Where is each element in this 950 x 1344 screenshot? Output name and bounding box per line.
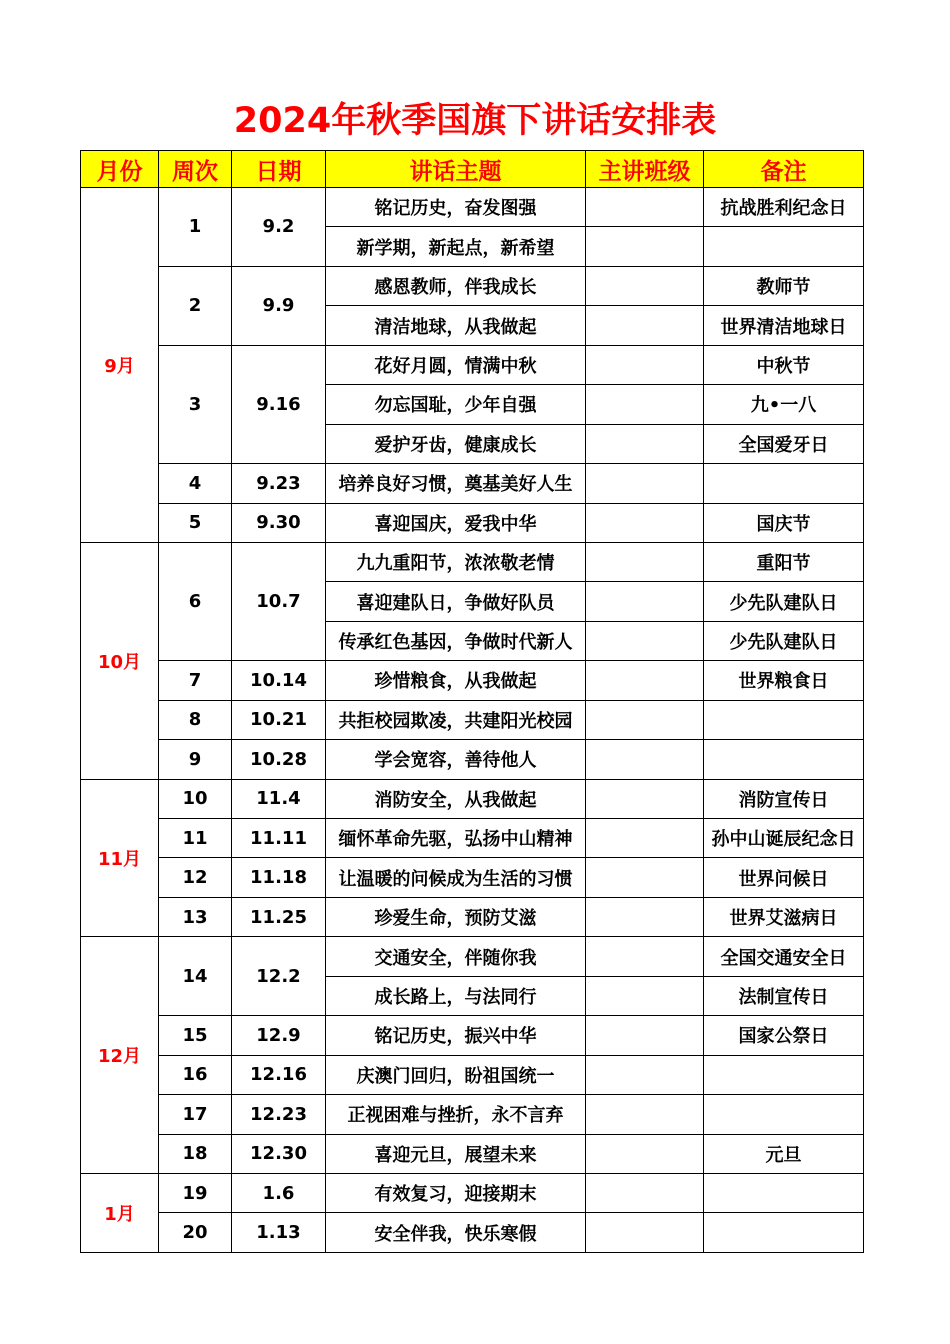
note-cell: 世界清洁地球日 — [704, 306, 864, 345]
week-cell: 16 — [159, 1055, 232, 1094]
topic-cell: 有效复习，迎接期末 — [326, 1173, 586, 1212]
topic-cell: 培养良好习惯，奠基美好人生 — [326, 464, 586, 503]
note-cell — [704, 1095, 864, 1134]
note-cell: 法制宣传日 — [704, 976, 864, 1015]
table-row — [81, 1095, 864, 1134]
class-cell — [586, 1213, 704, 1252]
class-cell — [586, 306, 704, 345]
date-cell: 11.11 — [232, 819, 326, 858]
week-cell: 2 — [159, 266, 232, 345]
header-week: 周次 — [159, 151, 232, 188]
note-cell — [704, 1173, 864, 1212]
week-cell: 20 — [159, 1213, 232, 1252]
class-cell — [586, 858, 704, 897]
date-cell: 11.4 — [232, 779, 326, 818]
date-cell: 12.23 — [232, 1095, 326, 1134]
note-cell — [704, 464, 864, 503]
note-cell: 抗战胜利纪念日 — [704, 188, 864, 227]
header-class: 主讲班级 — [586, 151, 704, 188]
topic-cell: 安全伴我，快乐寒假 — [326, 1213, 586, 1252]
note-cell: 全国交通安全日 — [704, 937, 864, 976]
table-row — [81, 1173, 864, 1212]
topic-cell: 传承红色基因，争做时代新人 — [326, 621, 586, 660]
note-cell — [704, 700, 864, 739]
note-cell: 世界艾滋病日 — [704, 897, 864, 936]
date-cell: 11.25 — [232, 897, 326, 936]
topic-cell: 庆澳门回归，盼祖国统一 — [326, 1055, 586, 1094]
topic-cell: 正视困难与挫折，永不言弃 — [326, 1095, 586, 1134]
table-row — [81, 779, 864, 818]
table-row — [81, 700, 864, 739]
note-cell: 九•一八 — [704, 385, 864, 424]
class-cell — [586, 385, 704, 424]
note-cell: 中秋节 — [704, 345, 864, 384]
class-cell — [586, 819, 704, 858]
class-cell — [586, 503, 704, 542]
month-cell: 9月 — [81, 188, 159, 543]
note-cell — [704, 1055, 864, 1094]
date-cell: 9.16 — [232, 345, 326, 463]
table-row — [81, 542, 864, 581]
note-cell — [704, 740, 864, 779]
class-cell — [586, 1095, 704, 1134]
header-row — [81, 151, 864, 188]
week-cell: 4 — [159, 464, 232, 503]
class-cell — [586, 1055, 704, 1094]
class-cell — [586, 345, 704, 384]
date-cell: 10.7 — [232, 542, 326, 660]
month-cell: 10月 — [81, 542, 159, 779]
class-cell — [586, 700, 704, 739]
week-cell: 7 — [159, 661, 232, 700]
note-cell: 消防宣传日 — [704, 779, 864, 818]
topic-cell: 清洁地球，从我做起 — [326, 306, 586, 345]
date-cell: 10.14 — [232, 661, 326, 700]
class-cell — [586, 661, 704, 700]
note-cell: 元旦 — [704, 1134, 864, 1173]
month-cell: 12月 — [81, 937, 159, 1174]
note-cell — [704, 227, 864, 266]
week-cell: 6 — [159, 542, 232, 660]
week-cell: 11 — [159, 819, 232, 858]
table-row — [81, 266, 864, 305]
note-cell — [704, 1213, 864, 1252]
topic-cell: 珍惜粮食，从我做起 — [326, 661, 586, 700]
table-row — [81, 661, 864, 700]
note-cell: 少先队建队日 — [704, 582, 864, 621]
topic-cell: 新学期，新起点，新希望 — [326, 227, 586, 266]
topic-cell: 交通安全，伴随你我 — [326, 937, 586, 976]
week-cell: 15 — [159, 1016, 232, 1055]
date-cell: 10.21 — [232, 700, 326, 739]
class-cell — [586, 976, 704, 1015]
header-topic: 讲话主题 — [326, 151, 586, 188]
class-cell — [586, 1173, 704, 1212]
date-cell: 9.2 — [232, 188, 326, 267]
week-cell: 19 — [159, 1173, 232, 1212]
header-date: 日期 — [232, 151, 326, 188]
topic-cell: 花好月圆，情满中秋 — [326, 345, 586, 384]
page-title: 2024年秋季国旗下讲话安排表 — [233, 101, 717, 141]
table-row — [81, 858, 864, 897]
table-row — [81, 503, 864, 542]
table-row — [81, 1016, 864, 1055]
header-note: 备注 — [704, 151, 864, 188]
week-cell: 10 — [159, 779, 232, 818]
table-row — [81, 819, 864, 858]
note-cell: 孙中山诞辰纪念日 — [704, 819, 864, 858]
topic-cell: 珍爱生命，预防艾滋 — [326, 897, 586, 936]
topic-cell: 喜迎国庆，爱我中华 — [326, 503, 586, 542]
date-cell: 11.18 — [232, 858, 326, 897]
class-cell — [586, 897, 704, 936]
table-row — [81, 1213, 864, 1252]
month-cell: 11月 — [81, 779, 159, 937]
header-month: 月份 — [81, 151, 159, 188]
topic-cell: 喜迎建队日，争做好队员 — [326, 582, 586, 621]
week-cell: 8 — [159, 700, 232, 739]
note-cell: 国庆节 — [704, 503, 864, 542]
note-cell: 世界粮食日 — [704, 661, 864, 700]
class-cell — [586, 740, 704, 779]
week-cell: 12 — [159, 858, 232, 897]
topic-cell: 成长路上，与法同行 — [326, 976, 586, 1015]
class-cell — [586, 621, 704, 660]
week-cell: 9 — [159, 740, 232, 779]
note-cell: 教师节 — [704, 266, 864, 305]
table-row — [81, 937, 864, 976]
class-cell — [586, 266, 704, 305]
topic-cell: 感恩教师，伴我成长 — [326, 266, 586, 305]
table-row — [81, 188, 864, 227]
topic-cell: 勿忘国耻，少年自强 — [326, 385, 586, 424]
week-cell: 1 — [159, 188, 232, 267]
topic-cell: 铭记历史，奋发图强 — [326, 188, 586, 227]
date-cell: 12.16 — [232, 1055, 326, 1094]
topic-cell: 消防安全，从我做起 — [326, 779, 586, 818]
note-cell: 少先队建队日 — [704, 621, 864, 660]
week-cell: 13 — [159, 897, 232, 936]
date-cell: 1.6 — [232, 1173, 326, 1212]
date-cell: 12.30 — [232, 1134, 326, 1173]
date-cell: 9.30 — [232, 503, 326, 542]
class-cell — [586, 227, 704, 266]
note-cell: 全国爱牙日 — [704, 424, 864, 463]
class-cell — [586, 188, 704, 227]
table-row — [81, 897, 864, 936]
class-cell — [586, 1134, 704, 1173]
date-cell: 10.28 — [232, 740, 326, 779]
class-cell — [586, 1016, 704, 1055]
class-cell — [586, 464, 704, 503]
class-cell — [586, 424, 704, 463]
topic-cell: 爱护牙齿，健康成长 — [326, 424, 586, 463]
table-row — [81, 1134, 864, 1173]
topic-cell: 学会宽容，善待他人 — [326, 740, 586, 779]
topic-cell: 铭记历史，振兴中华 — [326, 1016, 586, 1055]
table-row — [81, 464, 864, 503]
week-cell: 5 — [159, 503, 232, 542]
schedule-table — [80, 150, 864, 1253]
week-cell: 18 — [159, 1134, 232, 1173]
date-cell: 12.9 — [232, 1016, 326, 1055]
week-cell: 14 — [159, 937, 232, 1016]
month-cell: 1月 — [81, 1173, 159, 1252]
topic-cell: 九九重阳节，浓浓敬老情 — [326, 542, 586, 581]
topic-cell: 共拒校园欺凌，共建阳光校园 — [326, 700, 586, 739]
class-cell — [586, 779, 704, 818]
week-cell: 3 — [159, 345, 232, 463]
table-row — [81, 1055, 864, 1094]
week-cell: 17 — [159, 1095, 232, 1134]
class-cell — [586, 542, 704, 581]
table-row — [81, 740, 864, 779]
class-cell — [586, 937, 704, 976]
date-cell: 9.9 — [232, 266, 326, 345]
note-cell: 国家公祭日 — [704, 1016, 864, 1055]
class-cell — [586, 582, 704, 621]
topic-cell: 喜迎元旦，展望未来 — [326, 1134, 586, 1173]
date-cell: 1.13 — [232, 1213, 326, 1252]
note-cell: 重阳节 — [704, 542, 864, 581]
date-cell: 9.23 — [232, 464, 326, 503]
note-cell: 世界问候日 — [704, 858, 864, 897]
topic-cell: 缅怀革命先驱，弘扬中山精神 — [326, 819, 586, 858]
date-cell: 12.2 — [232, 937, 326, 1016]
table-row — [81, 345, 864, 384]
schedule-body — [81, 188, 864, 1253]
topic-cell: 让温暖的问候成为生活的习惯 — [326, 858, 586, 897]
